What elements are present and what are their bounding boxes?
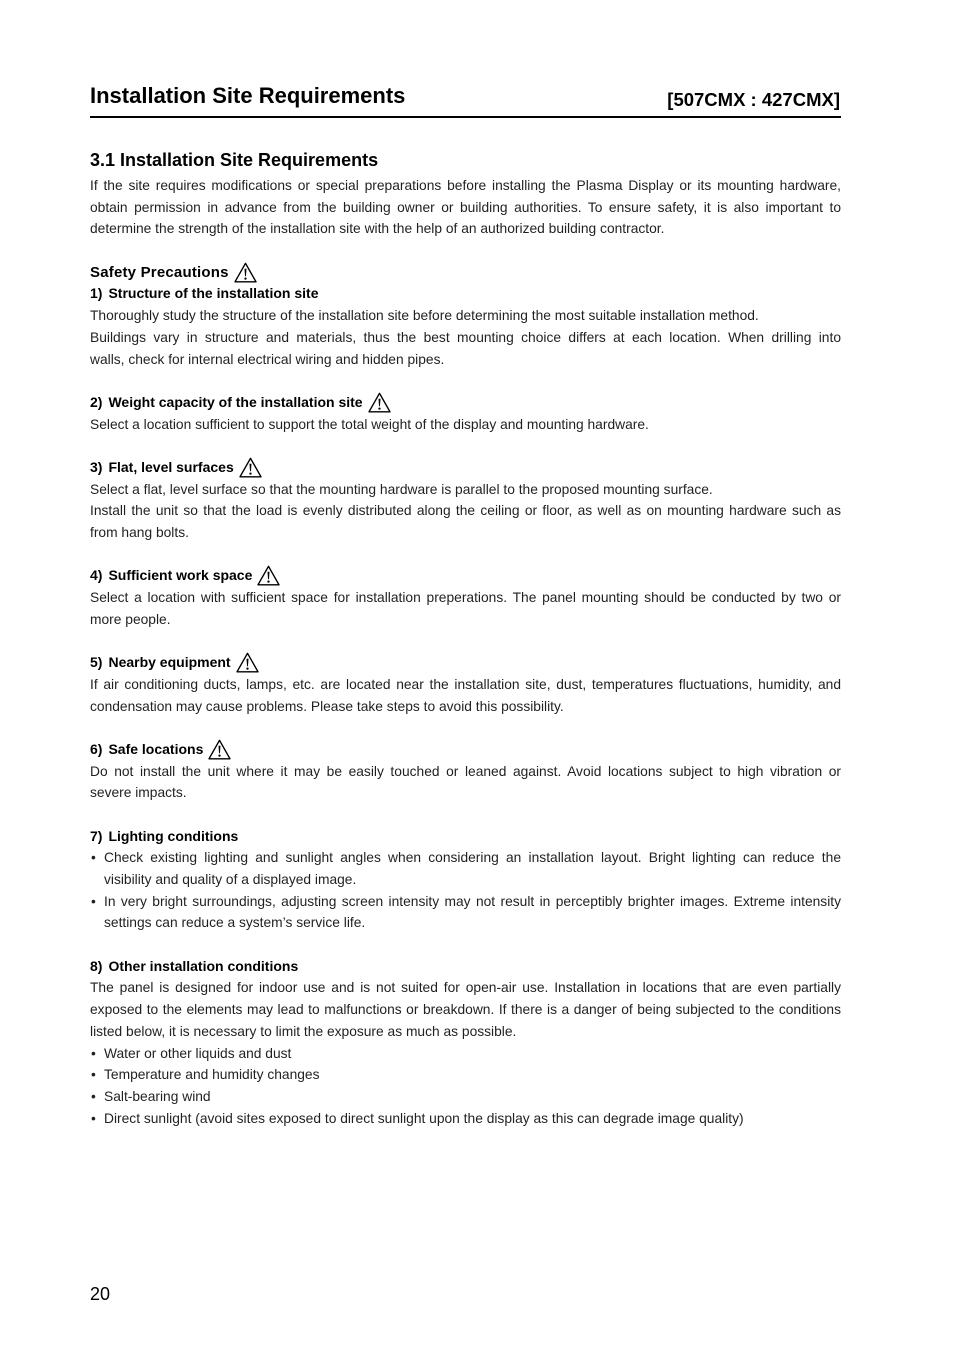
item-structure (90, 283, 841, 370)
section-body (90, 175, 841, 1129)
paragraph-line: more people. (90, 611, 171, 627)
paragraph-line: If air conditioning ducts, lamps, etc. are located near the installation site, dust, temperatures fluctuations, humidity, and (90, 676, 841, 692)
safety-heading-label: Safety Precautions (90, 263, 229, 281)
bullet-line: Check existing lighting and sunlight angles when considering an installation layout. Bright lighting can reduce the (104, 850, 841, 866)
bullet-line: visibility and quality of a displayed image. (104, 872, 357, 887)
paragraph-line: condensation may cause problems. Please take steps to avoid this possibility. (90, 698, 564, 714)
paragraph-line: Install the unit so that the load is evenly distributed along the ceiling or floor, as well as on mounting hardware such as (90, 503, 841, 519)
item-number: 4) (90, 567, 103, 584)
warning-icon (368, 392, 391, 413)
intro-paragraph (90, 175, 841, 240)
bullet-marker: • (91, 1110, 96, 1126)
item-title: Sufficient work space (108, 567, 253, 584)
page-title: Installation Site Requirements (90, 83, 406, 108)
bullet-line: Direct sunlight (avoid sites exposed to direct sunlight upon the display as this can degrade image quality) (104, 1110, 744, 1126)
paragraph-line: Thoroughly study the structure of the installation site before determining the most suitable installation method. (90, 308, 759, 324)
header-rule (90, 116, 841, 118)
warning-icon (239, 457, 262, 478)
item-title: Flat, level surfaces (108, 458, 234, 475)
item-number: 7) (90, 827, 103, 844)
section-heading: 3.1 Installation Site Requirements (90, 150, 379, 170)
item-number: 6) (90, 740, 103, 757)
warning-icon (257, 565, 280, 586)
paragraph-line: Do not install the unit where it may be easily touched or leaned against. Avoid locations subject to high vibration or (90, 763, 841, 779)
item-heading (90, 826, 841, 848)
item-lighting-conditions (90, 826, 841, 934)
item-weight-capacity (90, 392, 841, 435)
item-heading (90, 652, 841, 674)
item-number: 3) (90, 458, 103, 475)
paragraph-line: exposed to the elements may lead to malfunctions or breakdown. If there is a danger of being subjected to the conditions (90, 1002, 841, 1018)
item-number: 8) (90, 957, 103, 974)
item-heading (90, 565, 841, 587)
item-heading (90, 956, 841, 978)
item-title: Structure of the installation site (108, 285, 319, 302)
bullet-line: In very bright surroundings, adjusting screen intensity may not result in perceptibly brighter images. Extreme intensity (104, 893, 841, 909)
safety-heading (90, 262, 841, 284)
paragraph-line: from hang bolts. (90, 525, 189, 540)
bullet-item (90, 1043, 841, 1065)
bullet-line: settings can reduce a system’s service life. (104, 915, 366, 931)
bullet-line: Water or other liquids and dust (104, 1045, 292, 1061)
bullet-marker: • (91, 893, 96, 909)
item-heading (90, 457, 841, 479)
model-label: [507CMX : 427CMX] (667, 89, 840, 110)
item-title: Nearby equipment (108, 654, 231, 671)
bullet-item (90, 891, 841, 934)
item-number: 2) (90, 393, 103, 410)
item-other-conditions (90, 956, 841, 1130)
bullet-item (90, 1086, 841, 1108)
bullet-marker: • (91, 1088, 96, 1104)
paragraph-line: Buildings vary in structure and materials, thus the best mounting choice differs at each location. When drilling into (90, 329, 841, 345)
item-flat-surfaces (90, 457, 841, 544)
bullet-marker: • (91, 1045, 96, 1061)
bullet-line: Temperature and humidity changes (104, 1067, 320, 1083)
paragraph-line: Select a location sufficient to support the total weight of the display and mounting hardware. (90, 416, 649, 432)
paragraph-line: walls, check for internal electrical wiring and hidden pipes. (90, 351, 445, 367)
warning-icon (236, 652, 259, 673)
paragraph-line: determine the strength of the installation site with the help of an authorized building contractor. (90, 221, 665, 237)
bullet-item (90, 1064, 841, 1086)
warning-icon (234, 262, 257, 283)
paragraph-line: severe impacts. (90, 785, 187, 801)
item-number: 5) (90, 654, 103, 671)
item-heading (90, 739, 841, 761)
paragraph-line: If the site requires modifications or special preparations before installing the Plasma Display or its mounting hardware, (90, 178, 841, 193)
paragraph-line: Select a flat, level surface so that the mounting hardware is parallel to the proposed mounting surface. (90, 481, 713, 497)
bullet-marker: • (91, 1067, 96, 1083)
item-number: 1) (90, 285, 103, 302)
item-title: Other installation conditions (108, 957, 299, 974)
warning-icon (208, 739, 231, 760)
bullet-marker: • (91, 850, 96, 866)
bullet-line: Salt-bearing wind (104, 1088, 211, 1104)
paragraph-line: listed below, it is necessary to limit the exposure as much as possible. (90, 1023, 517, 1039)
item-heading (90, 392, 841, 414)
bullet-item (90, 847, 841, 890)
page-number: 20 (90, 1284, 111, 1304)
bullet-item (90, 1108, 841, 1130)
item-title: Safe locations (108, 740, 204, 757)
item-heading (90, 283, 841, 305)
item-title: Lighting conditions (108, 827, 239, 844)
item-work-space (90, 565, 841, 630)
paragraph-line: Select a location with sufficient space for installation preperations. The panel mounting should be conducted by two or (90, 590, 841, 606)
item-title: Weight capacity of the installation site (108, 393, 363, 410)
paragraph-line: obtain permission in advance from the building owner or building authorities. To ensure safety, it is also important to (90, 199, 841, 215)
item-nearby-equipment (90, 652, 841, 717)
paragraph-line: The panel is designed for indoor use and is not suited for open-air use. Installation in locations that are even partially (90, 980, 841, 996)
item-safe-locations (90, 739, 841, 804)
